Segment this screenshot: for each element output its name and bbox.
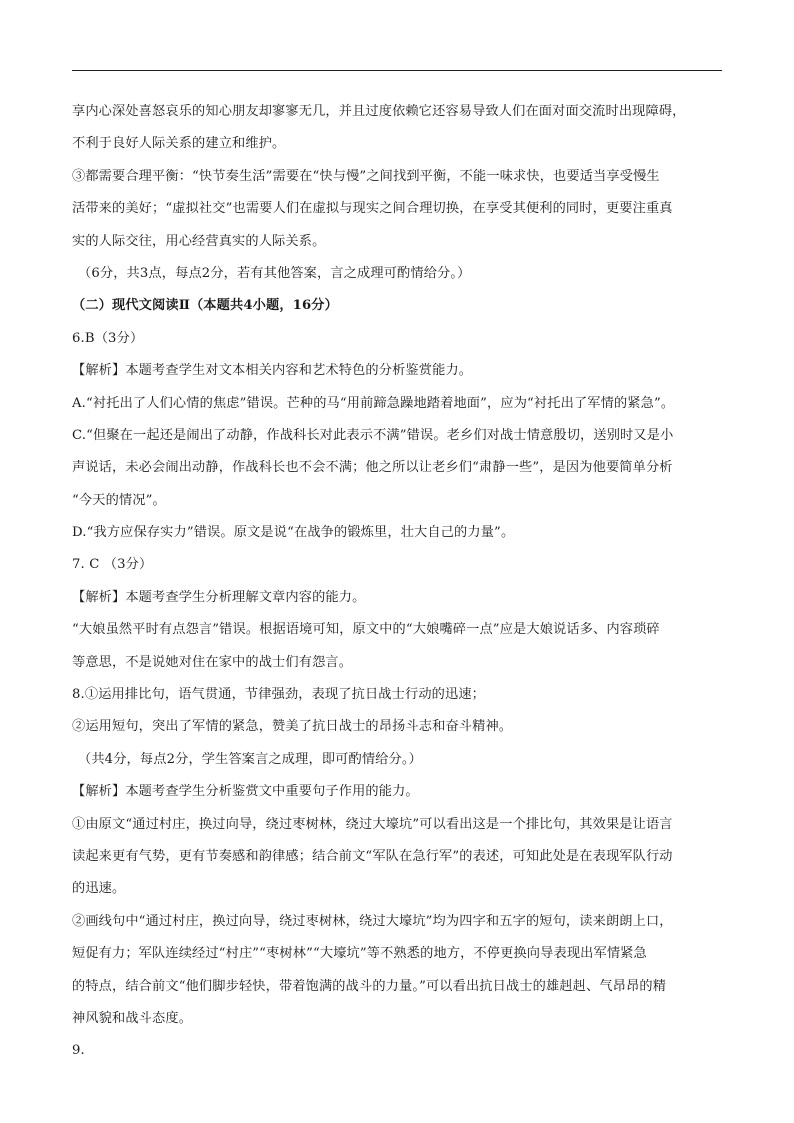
answer-label: 6.B（3分） [72, 330, 144, 346]
text-line: ②画线句中“通过村庄，换过向导，绕过枣树林，绕过大壕坑”均为四字和五字的短句，读来朗朗上口， [72, 913, 673, 929]
text-line: 实的人际交往，用心经营真实的人际关系。 [72, 233, 326, 249]
answer-label: 7. C （3分） [72, 557, 153, 573]
text-line: 神风貌和战斗态度。 [72, 1010, 193, 1026]
answer-label: 9. [72, 1043, 85, 1059]
text-line: A.“衬托出了人们心情的焦虑”错误。芒种的马“用前蹄急躁地踏着地面”，应为“衬托出了军情的紧急”。 [72, 395, 675, 411]
answer-label: 8.①运用排比句，语气贯通，节律强劲，表现了抗日战士行动的迅速； [72, 687, 486, 703]
text-line: “今天的情况”。 [72, 492, 166, 508]
text-line: 活带来的美好；“虚拟社交”也需要人们在虚拟与现实之间合理切换，在享受其便利的同时，更要注重真 [72, 201, 673, 217]
text-line: 的迅速。 [72, 881, 126, 897]
text-line: 读起来更有气势，更有节奏感和韵律感；结合前文“军队在急行军”的表述，可知此处是在表现军队行动 [72, 848, 673, 864]
document-body [72, 96, 732, 1068]
text-line: “大娘虽然平时有点怨言”错误。根据语境可知，原文中的“大娘嘴碎一点”应是大娘说话多、内容琐碎 [72, 622, 660, 638]
text-line: 不利于良好人际关系的建立和维护。 [72, 136, 286, 152]
text-line: 声说话，未必会闹出动静，作战科长也不会不满；他之所以让老乡们“肃静一些”，是因为他要简单分析 [72, 460, 673, 476]
scoring-note: （6分，共3点，每点2分，若有其他答案，言之成理可酌情给分。） [78, 265, 471, 281]
text-line: 的特点，结合前文“他们脚步轻快，带着饱满的战斗的力量。”可以看出抗日战士的雄赳赳、气昂昂的精 [72, 978, 667, 994]
text-line: D.“我方应保存实力”错误。原文是说“在战争的锻炼里，壮大自己的力量”。 [72, 525, 515, 541]
analysis-line: 【解析】本题考查学生分析理解文章内容的能力。 [72, 589, 366, 605]
section-heading: （二）现代文阅读Ⅱ（本题共4小题，16分） [72, 298, 338, 314]
text-line: C.“但聚在一起还是闹出了动静，作战科长对此表示不满”错误。老乡们对战士情意殷切，送别时又是小 [72, 427, 674, 443]
header-rule [72, 70, 722, 71]
text-line: 等意思，不是说她对住在家中的战士们有怨言。 [72, 654, 353, 670]
scoring-note: （共4分，每点2分，学生答案言之成理，即可酌情给分。） [78, 751, 422, 767]
text-line: 享内心深处喜怒哀乐的知心朋友却寥寥无几，并且过度依赖它还容易导致人们在面对面交流时出现障碍， [72, 104, 686, 119]
text-line: ③都需要合理平衡：“快节奏生活”需要在“快与慢”之间找到平衡，不能一味求快，也要适当享受慢生 [72, 168, 660, 184]
text-line: ①由原文“通过村庄，换过向导，绕过枣树林，绕过大壕坑”可以看出这是一个排比句，其效果是让语言 [72, 816, 673, 832]
analysis-line: 【解析】本题考查学生对文本相关内容和艺术特色的分析鉴赏能力。 [72, 363, 473, 379]
text-line: ②运用短句，突出了军情的紧急，赞美了抗日战士的昂扬斗志和奋斗精神。 [72, 719, 513, 735]
analysis-line: 【解析】本题考查学生分析鉴赏文中重要句子作用的能力。 [72, 784, 419, 800]
text-line: 短促有力；军队连续经过“村庄”“枣树林”“大壕坑”等不熟悉的地方，不停更换向导表现出军情紧急 [72, 946, 647, 962]
